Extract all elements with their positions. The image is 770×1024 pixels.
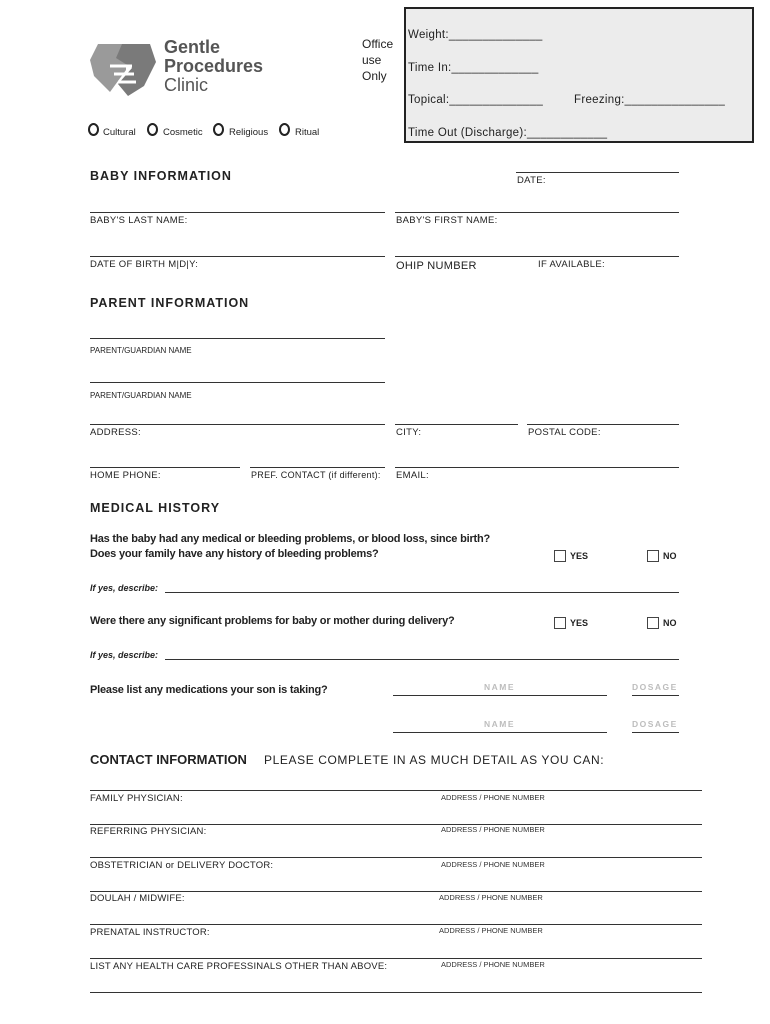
handshake-icon — [88, 36, 158, 100]
radio-cultural[interactable] — [88, 123, 99, 136]
q2-describe-line[interactable] — [165, 659, 679, 660]
prenatal-instructor-line[interactable] — [90, 958, 702, 959]
office-use-line: Office — [362, 37, 394, 51]
office-use-box — [404, 7, 754, 143]
radio-cultural-label: Cultural — [103, 127, 136, 138]
family-physician-line[interactable] — [90, 824, 702, 825]
pref-contact-label: PREF. CONTACT (if different): — [251, 470, 381, 480]
email-line[interactable] — [395, 467, 679, 468]
med1-dosage-label: DOSAGE — [632, 682, 678, 692]
prenatal-instructor-label: PRENATAL INSTRUCTOR: — [90, 927, 210, 938]
other-professionals-label: LIST ANY HEALTH CARE PROFESSINALS OTHER THAN ABOVE: — [90, 961, 388, 972]
contact-info-heading: CONTACT INFORMATION — [90, 752, 247, 767]
parent-info-heading: PARENT INFORMATION — [90, 296, 250, 310]
obstetrician-label: OBSTETRICIAN or DELIVERY DOCTOR: — [90, 860, 274, 871]
radio-ritual[interactable] — [279, 123, 290, 136]
radio-cosmetic[interactable] — [147, 123, 158, 136]
prenatal-instructor-address: ADDRESS / PHONE NUMBER — [439, 926, 543, 935]
home-phone-line[interactable] — [90, 467, 240, 468]
ohip-label: OHIP NUMBER — [396, 260, 477, 272]
topical-field[interactable]: Topical:______________ — [408, 94, 544, 106]
if-available-label: IF AVAILABLE: — [538, 259, 605, 270]
address-line[interactable] — [90, 424, 385, 425]
postal-line[interactable] — [527, 424, 679, 425]
logo-line1: Gentle — [164, 37, 221, 57]
obstetrician-line[interactable] — [90, 891, 702, 892]
q2-no-checkbox[interactable] — [647, 617, 659, 629]
referring-physician-line[interactable] — [90, 857, 702, 858]
med1-name-label: NAME — [484, 682, 516, 692]
q1-no-checkbox[interactable] — [647, 550, 659, 562]
med2-dosage-label: DOSAGE — [632, 719, 678, 729]
time-in-field[interactable]: Time In:_____________ — [408, 62, 539, 74]
address-label: ADDRESS: — [90, 427, 141, 438]
logo-line3: Clinic — [164, 75, 209, 95]
q2-yes-checkbox[interactable] — [554, 617, 566, 629]
question-delivery: Were there any significant problems for baby or mother during delivery? — [90, 615, 455, 627]
postal-label: POSTAL CODE: — [528, 427, 601, 438]
family-physician-label: FAMILY PHYSICIAN: — [90, 793, 183, 804]
contact-top-line — [90, 790, 702, 791]
doulah-label: DOULAH / MIDWIFE: — [90, 893, 185, 904]
medical-history-heading: MEDICAL HISTORY — [90, 501, 221, 515]
q2-no-label: NO — [663, 618, 677, 628]
city-label: CITY: — [396, 427, 422, 438]
baby-last-name-line[interactable] — [90, 212, 385, 213]
question-family-history: Does your family have any history of bleeding problems? — [90, 548, 379, 560]
q1-describe-label: If yes, describe: — [90, 583, 159, 593]
med2-name-line[interactable] — [393, 732, 607, 733]
date-line[interactable] — [516, 172, 679, 173]
guardian1-label: PARENT/GUARDIAN NAME — [90, 346, 192, 355]
q2-describe-label: If yes, describe: — [90, 650, 159, 660]
q1-yes-checkbox[interactable] — [554, 550, 566, 562]
q1-describe-line[interactable] — [165, 592, 679, 593]
office-use-line: use — [362, 53, 382, 67]
logo-line2: Procedures — [164, 56, 264, 76]
obstetrician-address: ADDRESS / PHONE NUMBER — [441, 860, 545, 869]
question-bleeding: Has the baby had any medical or bleeding problems, or blood loss, since birth? — [90, 533, 491, 545]
baby-first-name-label: BABY'S FIRST NAME: — [396, 215, 498, 226]
date-label: DATE: — [517, 175, 546, 186]
med1-dosage-line[interactable] — [632, 695, 679, 696]
referring-physician-address: ADDRESS / PHONE NUMBER — [441, 825, 545, 834]
clinic-logo — [88, 36, 288, 100]
other-professionals-address: ADDRESS / PHONE NUMBER — [441, 960, 545, 969]
doulah-address: ADDRESS / PHONE NUMBER — [439, 893, 543, 902]
q1-yes-label: YES — [570, 551, 589, 561]
guardian2-label: PARENT/GUARDIAN NAME — [90, 391, 192, 400]
pref-contact-line[interactable] — [250, 467, 385, 468]
office-use-line: Only — [362, 69, 387, 83]
q2-yes-label: YES — [570, 618, 589, 628]
weight-field[interactable]: Weight:______________ — [408, 29, 543, 41]
city-line[interactable] — [395, 424, 518, 425]
med2-dosage-line[interactable] — [632, 732, 679, 733]
time-out-field[interactable]: Time Out (Discharge):____________ — [408, 127, 608, 139]
contact-info-subheading: PLEASE COMPLETE IN AS MUCH DETAIL AS YOU CAN: — [264, 753, 605, 767]
referring-physician-label: REFERRING PHYSICIAN: — [90, 826, 207, 837]
email-label: EMAIL: — [396, 470, 429, 481]
other-professionals-line[interactable] — [90, 992, 702, 993]
radio-religious-label: Religious — [229, 127, 269, 138]
home-phone-label: HOME PHONE: — [90, 470, 161, 481]
dob-line[interactable] — [90, 256, 385, 257]
guardian1-line[interactable] — [90, 338, 385, 339]
radio-religious[interactable] — [213, 123, 224, 136]
freezing-field[interactable]: Freezing:_______________ — [574, 94, 726, 106]
question-medications: Please list any medications your son is taking? — [90, 684, 328, 696]
med1-name-line[interactable] — [393, 695, 607, 696]
radio-cosmetic-label: Cosmetic — [163, 127, 203, 138]
baby-info-heading: BABY INFORMATION — [90, 169, 232, 183]
q1-no-label: NO — [663, 551, 677, 561]
radio-ritual-label: Ritual — [295, 127, 320, 138]
dob-label: DATE OF BIRTH M|D|Y: — [90, 259, 199, 270]
guardian2-line[interactable] — [90, 382, 385, 383]
baby-first-name-line[interactable] — [395, 212, 679, 213]
ohip-line[interactable] — [395, 256, 679, 257]
baby-last-name-label: BABY'S LAST NAME: — [90, 215, 188, 226]
family-physician-address: ADDRESS / PHONE NUMBER — [441, 793, 545, 802]
office-use-label — [362, 36, 393, 84]
med2-name-label: NAME — [484, 719, 516, 729]
doulah-line[interactable] — [90, 924, 702, 925]
